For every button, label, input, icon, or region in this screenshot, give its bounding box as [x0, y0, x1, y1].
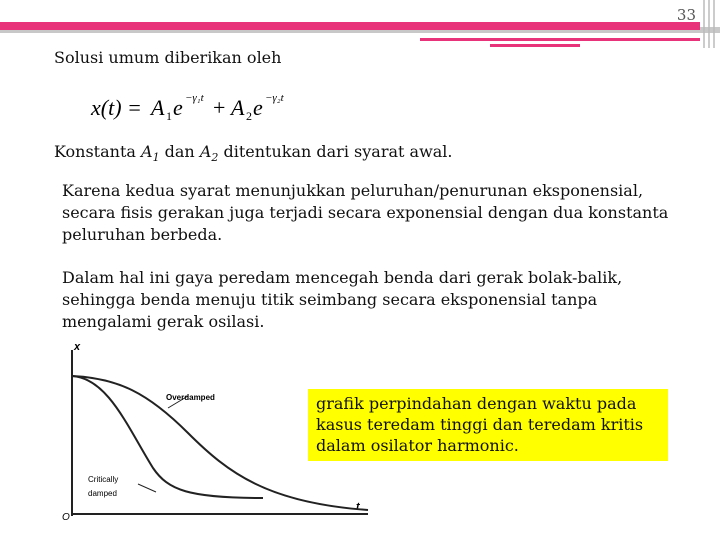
constants-mid: dan	[159, 142, 200, 161]
header-bar-pink-short	[490, 44, 580, 47]
formula-term1-coef: A	[151, 95, 165, 120]
constant-a2: A	[199, 142, 212, 161]
header-corner-marks	[698, 0, 720, 50]
formula-term1-sub: 1	[166, 109, 172, 123]
critically-damped-label-1: Critically	[88, 475, 119, 484]
graph-caption: grafik perpindahan dengan waktu pada kasus teredam tinggi dan teredam kritis dalam osilator harmonic.	[316, 394, 644, 455]
general-solution-formula	[85, 85, 325, 125]
constant-a1-sub: 1	[152, 151, 160, 165]
slide-number: 33	[676, 6, 696, 24]
formula-term1-exp: −γ₁t	[185, 92, 204, 104]
constant-a2-sub: 2	[211, 151, 219, 165]
paragraph-decay: Karena kedua syarat menunjukkan peluruhan/penurunan eksponensial, secara fisis gerakan juga terjadi secara exponensial dengan dua konstanta peluruhan berbeda.	[62, 181, 669, 244]
graph-y-label: x	[74, 341, 81, 353]
constants-prefix: Konstanta	[54, 142, 141, 161]
constant-a1: A	[141, 142, 153, 161]
graph-origin-label: O	[62, 512, 70, 523]
intro-text: Solusi umum diberikan oleh	[54, 48, 282, 67]
formula-term2-coef: A	[231, 95, 245, 120]
constants-line	[54, 141, 453, 169]
formula-term2-exp: −γ₂t	[265, 92, 284, 104]
formula-term2-base: e	[253, 95, 263, 120]
critically-damped-label-2: damped	[88, 489, 117, 498]
critically-damped-pointer	[138, 484, 156, 492]
header-bar-pink-thin	[420, 38, 700, 41]
overdamped-label: Overdamped	[166, 393, 215, 402]
formula-plus: +	[213, 95, 226, 120]
header-bar-pink	[0, 22, 700, 30]
formula-lhs: x(t) =	[91, 95, 142, 120]
formula-term1-base: e	[173, 95, 183, 120]
formula-term2-sub: 2	[246, 109, 252, 123]
graph-x-label: t	[356, 501, 360, 513]
paragraph-damping: Dalam hal ini gaya peredam mencegah benda dari gerak bolak-balik, sehingga benda menuju titik seimbang secara eksponensial tanpa mengalami gerak osilasi.	[62, 268, 623, 331]
constants-suffix: ditentukan dari syarat awal.	[218, 142, 453, 161]
